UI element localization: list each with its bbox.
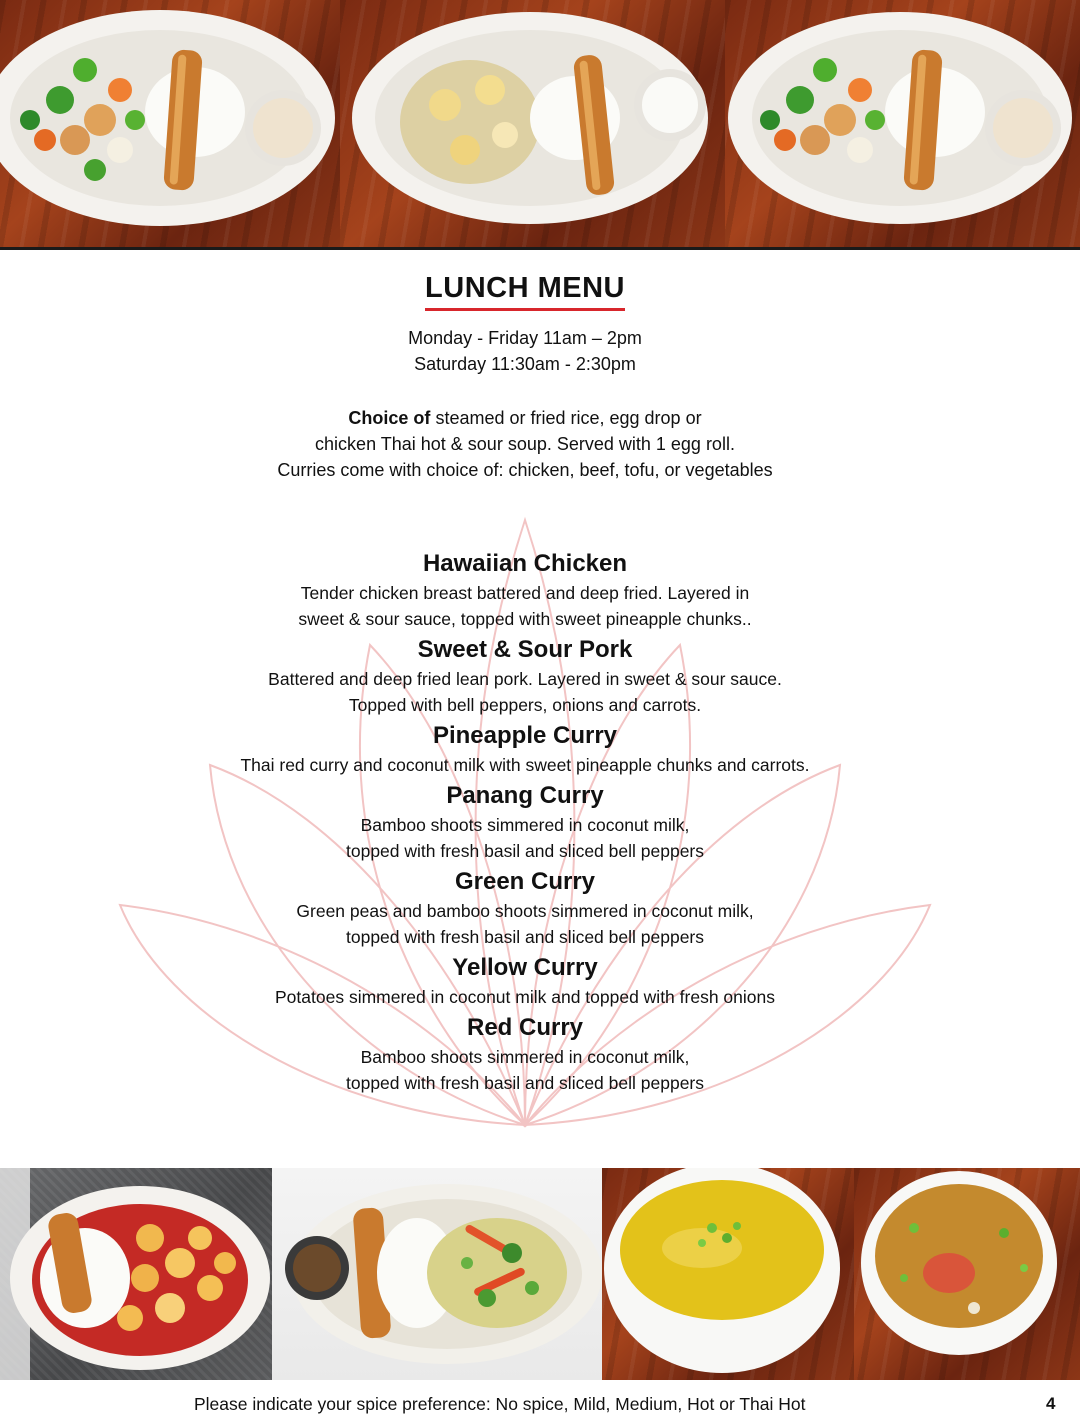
photo-yellow-curry-plate: [340, 0, 725, 250]
item-name: Green Curry: [454, 868, 596, 895]
item-name: Pineapple Curry: [432, 722, 618, 749]
intro-line-1: [0, 405, 1050, 431]
item-desc-line: Green peas and bamboo shoots simmered in coconut milk,: [296, 901, 754, 921]
top-photo-strip: [0, 0, 1080, 250]
menu-item-panang-curry: [0, 780, 1050, 864]
spice-preference-note: Please indicate your spice preference: No spice, Mild, Medium, Hot or Thai Hot: [194, 1394, 806, 1414]
item-desc-line: Thai red curry and coconut milk with sweet pineapple chunks and carrots.: [240, 755, 810, 775]
hours-block: [0, 325, 1050, 377]
photo-egg-drop-soup: [602, 1168, 854, 1380]
item-desc-line: topped with fresh basil and sliced bell peppers: [346, 1073, 704, 1093]
item-desc-line: topped with fresh basil and sliced bell peppers: [346, 841, 704, 861]
menu-header: [0, 270, 1050, 483]
hours-weekday: Monday - Friday 11am – 2pm: [408, 328, 642, 349]
photo-stir-fry-plate-right: [725, 0, 1080, 250]
item-name: Hawaiian Chicken: [422, 550, 628, 577]
intro-block: [0, 405, 1050, 483]
menu-item-green-curry: [0, 866, 1050, 950]
item-desc-line: Bamboo shoots simmered in coconut milk,: [360, 1047, 690, 1067]
intro-lead-rest: steamed or fried rice, egg drop or: [430, 408, 702, 429]
menu-item-hawaiian-chicken: [0, 548, 1050, 632]
intro-line-2: chicken Thai hot & sour soup. Served with 1 egg roll.: [315, 434, 735, 455]
photo-hawaiian-chicken: [0, 1168, 272, 1380]
hours-saturday: Saturday 11:30am - 2:30pm: [414, 354, 636, 375]
page-title: LUNCH MENU: [425, 270, 625, 311]
menu-items: [0, 548, 1050, 1096]
item-desc-line: sweet & sour sauce, topped with sweet pineapple chunks..: [298, 609, 752, 629]
menu-item-pineapple-curry: [0, 720, 1050, 778]
bottom-photo-strip: [0, 1168, 1080, 1380]
item-desc-line: Potatoes simmered in coconut milk and topped with fresh onions: [275, 987, 775, 1007]
menu-item-sweet-sour-pork: [0, 634, 1050, 718]
photo-hot-sour-soup: [854, 1168, 1080, 1380]
page-number: 4: [1046, 1394, 1056, 1413]
item-desc-line: Tender chicken breast battered and deep fried. Layered in: [300, 583, 750, 603]
item-name: Red Curry: [466, 1014, 584, 1041]
item-desc-line: Bamboo shoots simmered in coconut milk,: [360, 815, 690, 835]
photo-stir-fry-plate-left: [0, 0, 340, 250]
menu-item-red-curry: [0, 1012, 1050, 1096]
item-desc-line: topped with fresh basil and sliced bell peppers: [346, 927, 704, 947]
photo-green-curry: [272, 1168, 602, 1380]
item-name: Yellow Curry: [452, 954, 598, 981]
item-desc-line: Battered and deep fried lean pork. Layered in sweet & sour sauce.: [268, 669, 782, 689]
item-name: Panang Curry: [446, 782, 604, 809]
menu-item-yellow-curry: [0, 952, 1050, 1010]
intro-lead-bold: Choice of: [348, 408, 431, 429]
intro-line-3: Curries come with choice of: chicken, beef, tofu, or vegetables: [277, 460, 773, 481]
item-desc-line: Topped with bell peppers, onions and carrots.: [348, 695, 702, 715]
item-name: Sweet & Sour Pork: [417, 636, 633, 663]
